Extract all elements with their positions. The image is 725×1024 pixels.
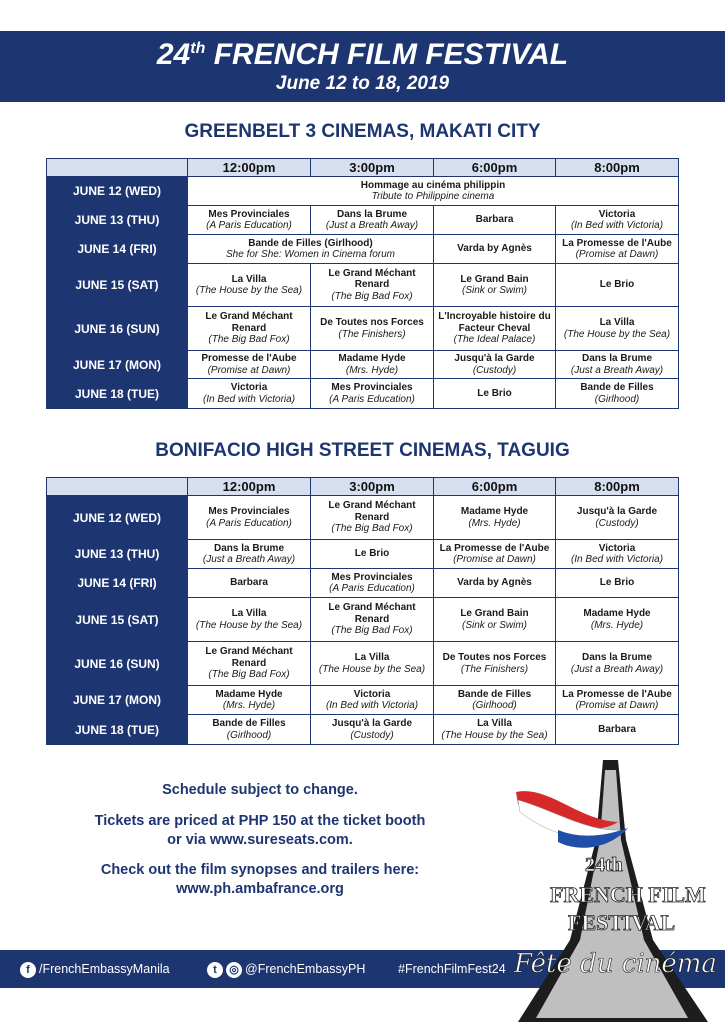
film-translation: (Sink or Swim) [461,619,527,631]
film-title: Promesse de l'Aube [201,353,297,364]
film-title: Dans la Brume [581,353,653,364]
screening-cell [556,264,679,307]
film-translation: (Girlhood) [472,700,517,711]
festival-title [0,37,725,73]
screening-cell [311,264,434,307]
schedule-row [47,177,679,206]
screening-cell [434,235,556,264]
film-title: La Villa [231,608,267,619]
film-translation: (The Big Bad Fox) [208,334,290,346]
film-title: Barbara [475,214,514,226]
day-cell: JUNE 18 (TUE) [47,379,188,409]
film-title: De Toutes nos Forces [320,317,424,328]
schedule-change-note: Schedule subject to change. [162,782,358,798]
screening-cell [188,642,311,686]
screening-cell [311,598,434,642]
film-translation: (Just a Breath Away) [202,554,296,565]
film-translation: (Promise at Dawn) [453,554,536,565]
corner-cell [47,478,188,496]
screening-cell [188,264,311,307]
schedule-row [47,379,679,409]
film-title: Bande de Filles [212,718,286,729]
twitter-handle[interactable] [207,960,365,978]
film-translation: (The House by the Sea) [563,328,671,340]
schedule-row [47,496,679,540]
screening-cell [188,496,311,540]
day-cell: JUNE 13 (THU) [47,206,188,235]
film-title: Jusqu'à la Garde [576,506,658,517]
screening-cell [311,307,434,351]
film-title: La Villa [354,652,390,663]
film-translation: (The Finishers) [338,328,406,340]
screening-cell [434,598,556,642]
film-translation: (Custody) [350,729,394,741]
synopses-line-1: Check out the film synopses and trailers here: [100,862,420,878]
film-translation: (Promise at Dawn) [575,249,659,260]
film-translation: (Promise at Dawn) [575,700,659,711]
screening-cell [188,686,311,715]
film-title: Madame Hyde [215,688,283,700]
screening-cell [188,351,311,379]
ticket-price-note [60,812,460,850]
screening-cell [556,540,679,569]
film-title: De Toutes nos Forces [442,652,547,663]
screening-cell [556,351,679,379]
ticket-line-2[interactable]: or via www.sureseats.com. [167,832,353,848]
time-slot-header: 8:00pm [556,159,679,177]
screening-cell [556,642,679,686]
venue-title-greenbelt: GREENBELT 3 CINEMAS, MAKATI CITY [184,121,541,142]
screening-cell [434,206,556,235]
hashtag[interactable]: #FrenchFilmFest24 [398,962,506,976]
schedule-row [47,569,679,598]
schedule-table-bonifacio [46,477,679,745]
film-translation: (The Big Bad Fox) [331,290,413,302]
film-title: Barbara [230,577,268,589]
film-title: Dans la Brume [581,652,653,663]
day-cell: JUNE 12 (WED) [47,177,188,206]
film-title: Le Brio [477,387,512,399]
day-cell: JUNE 18 (TUE) [47,715,188,745]
logo-script: Fête du cinéma [514,949,717,979]
film-title: La Villa [231,273,267,285]
schedule-row [47,307,679,351]
day-cell: JUNE 16 (SUN) [47,642,188,686]
time-slot-header: 6:00pm [434,478,556,496]
schedule-row [47,351,679,379]
film-translation: (A Paris Education) [206,220,292,231]
film-title: Madame Hyde [583,608,651,619]
time-slot-header: 12:00pm [188,478,311,496]
screening-cell [556,496,679,540]
screening-cell [311,379,434,409]
screening-cell [556,235,679,264]
time-slot-header: 12:00pm [188,159,311,177]
film-translation: (In Bed with Victoria) [325,700,419,711]
film-translation: (The Finishers) [460,663,529,675]
venue-title-bonifacio: BONIFACIO HIGH STREET CINEMAS, TAGUIG [155,440,570,461]
screening-cell [434,642,556,686]
facebook-label: /FrenchEmbassyManila [39,962,170,976]
schedule-row [47,264,679,307]
screening-cell [188,177,679,206]
film-title: Dans la Brume [336,208,408,220]
film-translation: (A Paris Education) [329,583,415,594]
film-translation: (The House by the Sea) [195,619,303,631]
film-title: La Promesse de l'Aube [562,237,672,249]
title-number: 24 [156,38,191,71]
day-cell: JUNE 14 (FRI) [47,569,188,598]
film-title: La Promesse de l'Aube [562,688,672,700]
film-title: Bande de Filles (Girlhood) [248,237,373,249]
film-title: Victoria [598,542,636,554]
film-title: L'Incroyable histoire du Facteur Cheval [438,311,551,334]
instagram-icon: ◎ [226,962,242,978]
film-translation: (Girlhood) [594,393,640,405]
time-slot-header: 6:00pm [434,159,556,177]
film-title: Varda by Agnès [457,243,532,255]
film-translation: (Sink or Swim) [461,285,527,296]
film-translation: (In Bed with Victoria) [202,393,296,405]
screening-cell [556,307,679,351]
day-cell: JUNE 17 (MON) [47,686,188,715]
film-title: Jusqu'à la Garde [331,718,413,729]
day-cell: JUNE 13 (THU) [47,540,188,569]
film-title: Le Grand Méchant Renard [205,646,293,669]
screening-cell [311,642,434,686]
schedule-row [47,715,679,745]
festival-dates: June 12 to 18, 2019 [275,73,450,94]
film-translation: (Girlhood) [226,729,272,741]
screening-cell [556,379,679,409]
film-title: Le Brio [599,577,635,589]
time-slot-header: 3:00pm [311,478,434,496]
film-title: Victoria [230,382,268,393]
film-translation: (Custody) [472,364,517,376]
day-cell: JUNE 15 (SAT) [47,264,188,307]
screening-cell [188,379,311,409]
day-cell: JUNE 17 (MON) [47,351,188,379]
festival-logo [508,760,718,1022]
schedule-row [47,642,679,686]
screening-cell [311,206,434,235]
film-title: Jusqu'à la Garde [454,353,535,364]
screening-cell [434,496,556,540]
film-title: La Villa [599,317,635,328]
time-slot-header: 8:00pm [556,478,679,496]
screening-cell [311,496,434,540]
schedule-row [47,540,679,569]
screening-cell [188,307,311,351]
title-text: FRENCH FILM FESTIVAL [213,38,569,71]
day-cell: JUNE 15 (SAT) [47,598,188,642]
film-translation: (The House by the Sea) [441,729,548,741]
twitter-icon: t [207,962,223,978]
film-title: Victoria [598,208,636,220]
film-translation: (Just a Breath Away) [570,663,664,675]
schedule-row [47,686,679,715]
film-title: Le Grand Bain [460,273,529,285]
film-title: Le Grand Méchant Renard [328,602,416,625]
film-title: Le Brio [599,279,635,291]
film-title: Madame Hyde [338,353,406,364]
time-header-row [47,159,679,177]
film-title: La Villa [477,718,512,729]
screening-cell [434,351,556,379]
festival-header [0,31,725,102]
film-translation: (Just a Breath Away) [570,364,664,376]
film-title: Victoria [353,688,391,700]
film-translation: (A Paris Education) [329,393,415,405]
film-title: Le Grand Bain [460,608,529,619]
film-title: Mes Provinciales [331,382,413,393]
screening-cell [556,569,679,598]
film-title: Bande de Filles [580,382,654,393]
screening-cell [311,715,434,745]
film-title: La Promesse de l'Aube [439,542,550,554]
screening-cell [188,715,311,745]
screening-cell [434,686,556,715]
logo-line-1: 24th [585,854,623,876]
film-title: Mes Provinciales [208,506,290,517]
screening-cell [311,351,434,379]
day-cell: JUNE 12 (WED) [47,496,188,540]
film-title: Le Grand Méchant Renard [205,311,293,334]
film-translation: (Mrs. Hyde) [468,517,521,529]
schedule-row [47,235,679,264]
film-title: Madame Hyde [460,506,529,517]
film-translation: (The Ideal Palace) [453,334,536,346]
film-translation: (The House by the Sea) [195,285,303,296]
screening-cell [188,206,311,235]
screening-cell [556,598,679,642]
film-title: Mes Provinciales [331,571,413,583]
film-translation: (Mrs. Hyde) [590,619,644,631]
film-translation: (In Bed with Victoria) [570,554,664,565]
film-translation: Tribute to Philippine cinema [371,191,495,202]
film-translation: (In Bed with Victoria) [570,220,664,231]
screening-cell [434,569,556,598]
screening-cell [188,569,311,598]
synopses-note [60,861,460,899]
screening-cell [311,686,434,715]
film-translation: (Mrs. Hyde) [345,364,399,376]
screening-cell [556,715,679,745]
film-translation: (The Big Bad Fox) [331,625,413,637]
film-translation: (A Paris Education) [206,517,292,529]
film-title: Varda by Agnès [457,577,532,589]
corner-cell [47,159,188,177]
ticket-line-1: Tickets are priced at PHP 150 at the ticket booth [94,813,426,829]
screening-cell [434,379,556,409]
screening-cell [434,264,556,307]
film-title: Hommage au cinéma philippin [360,179,506,191]
twitter-label: @FrenchEmbassyPH [245,962,366,976]
logo-line-3: FESTIVAL [568,910,676,935]
film-title: Mes Provinciales [208,208,290,220]
screening-cell [188,235,434,264]
synopses-link[interactable]: www.ph.ambafrance.org [176,881,344,897]
film-translation: (The Big Bad Fox) [208,669,290,681]
screening-cell [311,569,434,598]
facebook-handle[interactable] [20,960,170,978]
screening-cell [434,715,556,745]
screening-cell [188,598,311,642]
screening-cell [311,540,434,569]
film-title: Barbara [598,723,636,735]
film-translation: (Mrs. Hyde) [222,700,276,711]
logo-line-2: FRENCH FILM [550,882,706,907]
screening-cell [188,540,311,569]
screening-cell [434,540,556,569]
screening-cell [434,307,556,351]
title-ordinal: th [190,40,206,57]
film-translation: (The Big Bad Fox) [331,523,413,535]
film-title: Le Grand Méchant Renard [328,267,416,291]
time-slot-header: 3:00pm [311,159,434,177]
film-title: Dans la Brume [213,542,285,554]
schedule-row [47,206,679,235]
schedule-row [47,598,679,642]
film-translation: (The House by the Sea) [318,663,426,675]
screening-cell [556,206,679,235]
schedule-table-greenbelt [46,158,679,409]
film-translation: (Just a Breath Away) [325,220,419,231]
facebook-icon: f [20,962,36,978]
screening-cell [556,686,679,715]
film-title: Le Brio [354,548,390,560]
film-title: Le Grand Méchant Renard [328,500,416,523]
day-cell: JUNE 14 (FRI) [47,235,188,264]
film-translation: (Custody) [595,517,639,529]
time-header-row [47,478,679,496]
film-translation: She for She: Women in Cinema forum [226,249,395,260]
day-cell: JUNE 16 (SUN) [47,307,188,351]
film-title: Bande de Filles [457,688,532,700]
film-translation: (Promise at Dawn) [207,364,291,376]
